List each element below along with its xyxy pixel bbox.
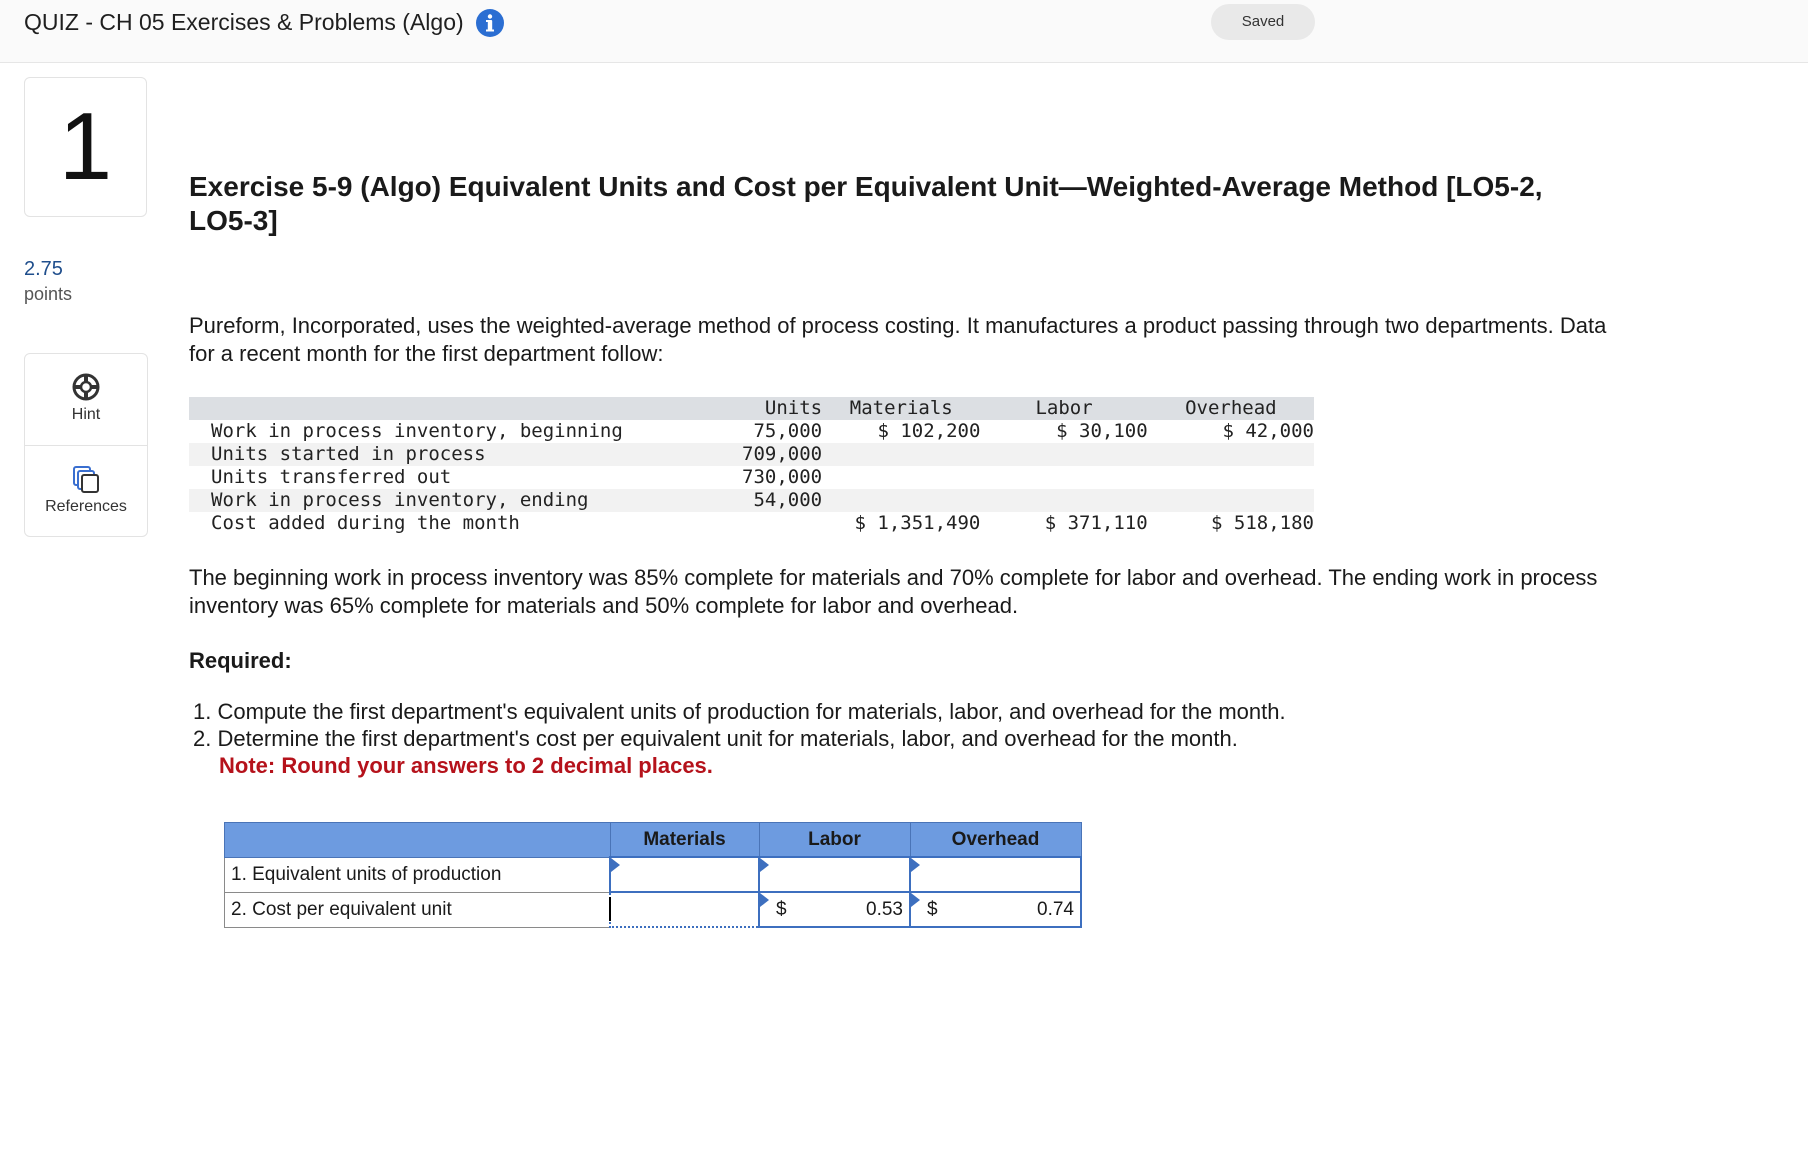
- input-flag-icon: [911, 893, 920, 907]
- required-heading: Required:: [189, 648, 292, 673]
- copy-docs-icon: [71, 464, 101, 494]
- header-materials: Materials: [849, 397, 953, 419]
- info-circle-icon[interactable]: [475, 8, 505, 38]
- table-row: [189, 466, 1314, 489]
- requirement-item: 2. Determine the first department's cost per equivalent unit for materials, labor, and overhead for the month.: [193, 726, 1238, 751]
- hint-label: Hint: [71, 406, 101, 423]
- completion-paragraph: The beginning work in process inventory was 85% complete for materials and 70% complete for labor and overhead. The ending work in process inventory was 65% complete for materials and 50% complete for labor and overhead.: [189, 565, 1598, 618]
- cost-per-unit-materials-input[interactable]: [610, 892, 759, 927]
- answer-row-cost-per-unit: [225, 892, 1082, 927]
- answer-header-blank: [225, 823, 611, 858]
- references-label: References: [45, 498, 127, 515]
- row-materials: $ 1,351,490: [854, 512, 981, 534]
- row-overhead: $ 42,000: [1222, 420, 1314, 442]
- row-units: 75,000: [753, 420, 823, 442]
- points-value: 2.75: [24, 258, 63, 280]
- table-row: [189, 489, 1314, 512]
- input-flag-icon: [911, 858, 920, 872]
- answer-row-label: 1. Equivalent units of production: [225, 857, 611, 892]
- answer-row-label: 2. Cost per equivalent unit: [225, 892, 611, 927]
- question-number: 1: [58, 93, 113, 200]
- requirement-item: 1. Compute the first department's equivalent units of production for materials, labor, and overhead for the month.: [193, 699, 1286, 724]
- answer-header-materials: Materials: [610, 823, 759, 858]
- table-row: [189, 512, 1314, 535]
- cost-per-unit-labor-input[interactable]: [759, 892, 910, 927]
- row-label: Work in process inventory, beginning: [211, 420, 623, 442]
- row-labor: [980, 489, 1147, 512]
- lifebuoy-icon: [71, 372, 101, 402]
- exercise-title: Exercise 5-9 (Algo) Equivalent Units and Cost per Equivalent Unit—Weighted-Average Method [LO5-2, LO5-3]: [189, 171, 1543, 236]
- answer-header-overhead: Overhead: [910, 823, 1081, 858]
- row-labor: $ 371,110: [1044, 512, 1148, 534]
- cost-per-unit-overhead-input[interactable]: [910, 892, 1081, 927]
- text-caret: [609, 897, 611, 921]
- top-bar: [0, 0, 1808, 63]
- row-labor: [980, 443, 1147, 466]
- header-units: Units: [764, 397, 823, 419]
- saved-status-badge: Saved: [1211, 4, 1315, 40]
- row-label: Work in process inventory, ending: [211, 489, 589, 511]
- equivalent-units-overhead-input[interactable]: [910, 857, 1081, 892]
- rounding-note: Note: Round your answers to 2 decimal places.: [219, 753, 713, 778]
- row-units: 730,000: [742, 466, 823, 488]
- row-overhead: [1148, 443, 1314, 466]
- row-units: 54,000: [753, 489, 823, 511]
- intro-paragraph: Pureform, Incorporated, uses the weighted-average method of process costing. It manufactures a product passing through two departments. Data for a recent month for the first department follow:: [189, 313, 1607, 366]
- cell-value: 0.53: [866, 899, 903, 920]
- row-overhead: [1148, 489, 1314, 512]
- answer-row-equivalent-units: [225, 857, 1082, 892]
- equivalent-units-materials-input[interactable]: [610, 857, 759, 892]
- references-button[interactable]: [25, 446, 147, 536]
- row-materials: [822, 466, 980, 489]
- row-overhead: $ 518,180: [1211, 512, 1314, 534]
- points-label: points: [24, 284, 73, 304]
- tools-panel: [24, 353, 148, 537]
- row-materials: [822, 443, 980, 466]
- input-flag-icon: [611, 858, 620, 872]
- equivalent-units-labor-input[interactable]: [759, 857, 910, 892]
- requirements-list: [193, 698, 1286, 752]
- header-overhead: Overhead: [1185, 397, 1277, 419]
- answer-table: [224, 822, 1082, 928]
- input-flag-icon: [760, 893, 769, 907]
- row-units: 709,000: [742, 443, 823, 465]
- table-row: [189, 420, 1314, 443]
- currency-symbol: $: [776, 899, 787, 920]
- quiz-title: QUIZ - CH 05 Exercises & Problems (Algo): [24, 9, 464, 35]
- row-units: [692, 512, 822, 535]
- header-labor: Labor: [1035, 397, 1093, 419]
- table-row: [189, 443, 1314, 466]
- currency-symbol: $: [927, 899, 938, 920]
- input-flag-icon: [760, 858, 769, 872]
- answer-header-row: [225, 823, 1082, 858]
- row-label: Units transferred out: [211, 466, 452, 488]
- header-blank: [189, 397, 692, 420]
- row-labor: $ 30,100: [1056, 420, 1148, 442]
- row-label: Units started in process: [211, 443, 486, 465]
- question-number-card: [24, 77, 147, 217]
- cell-value: 0.74: [1037, 899, 1074, 920]
- hint-button[interactable]: [25, 354, 147, 444]
- row-materials: [822, 489, 980, 512]
- answer-header-labor: Labor: [759, 823, 910, 858]
- row-labor: [980, 466, 1147, 489]
- table-header-row: [189, 397, 1314, 420]
- department-data-table: [189, 397, 1314, 535]
- row-overhead: [1148, 466, 1314, 489]
- row-materials: $ 102,200: [877, 420, 981, 442]
- row-label: Cost added during the month: [211, 512, 520, 534]
